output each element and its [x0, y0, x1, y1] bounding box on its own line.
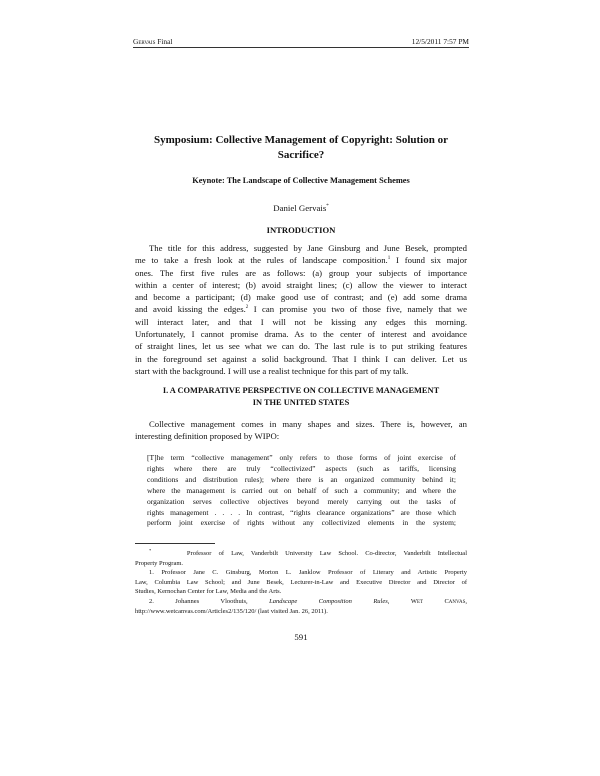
author-line	[120, 203, 482, 213]
footnote-star-cont: Property Program.	[135, 559, 184, 567]
header-left	[133, 37, 172, 46]
footnote-1-cont: Law, Columbia Law School; and June Besek, Lecturer-in-Law and Executive Director and Director of	[135, 578, 467, 586]
footnotes	[135, 549, 467, 616]
intro-line: will interact later, and that I will not be kissing any edges this morning.	[135, 316, 467, 327]
footnote-divider	[135, 543, 215, 544]
section-line: Collective management comes in many shapes and sizes. There is, however, an	[149, 419, 467, 429]
intro-line: me to take a fresh look at the rules of landscape composition.$^1$ I found six major	[135, 255, 468, 266]
author-name: Daniel Gervais	[273, 203, 327, 213]
footnote-1: 1. Professor Jane C. Ginsburg, Morton L. Janklow Professor of Literary and Artistic Property	[149, 569, 467, 577]
quote-line: organization serves collective objectives beyond merely carrying out the tasks of	[147, 496, 456, 506]
title-line-1: Symposium: Collective Management of Copyright: Solution or	[154, 134, 448, 146]
section-heading-line-1: I. A COMPARATIVE PERSPECTIVE ON COLLECTIVE MANAGEMENT	[162, 386, 440, 395]
quote-line: conditions and distribution rules); where there is an organized community behind it;	[147, 474, 456, 484]
article-title	[120, 133, 482, 162]
quote-line: rights where there are truly “collectivized” aspects (such as tariffs, licensing	[147, 463, 456, 473]
intro-line: ones. The first five rules are as follows: (a) group your subjects of importance	[135, 267, 467, 278]
intro-line: start with the background. I will use a realist technique for this part of my talk.	[135, 365, 409, 376]
intro-line: and become a participant; (d) make good use of contrast; and (e) add some drama	[135, 292, 467, 303]
article-subtitle: Keynote: The Landscape of Collective Management Schemes	[192, 176, 410, 185]
footnote-ref-1: 1	[387, 256, 391, 262]
quote-line: perform joint exercise of rights without any collectivized elements in the system;	[147, 518, 456, 528]
quote-line: [T]he term “collective management” only refers to those forms of joint exercise of	[147, 453, 456, 462]
intro-line: within a center of interest; (b) avoid straight lines; (c) allow the viewer to interact	[135, 279, 467, 290]
running-header	[133, 37, 469, 48]
intro-line: and avoid kissing the edges.$^2$ I can promise you two of those five, namely that we	[135, 304, 468, 315]
page-number: 591	[294, 632, 308, 642]
section-heading	[135, 385, 467, 409]
intro-line: The title for this address, suggested by Jane Ginsburg and June Besek, prompted	[149, 243, 467, 253]
footnote-2-source: Wet Canvas	[410, 597, 466, 605]
footnote-2-url: http://www.wetcanvas.com/Articles2/135/120/ (last visited Jan. 26, 2011).	[135, 607, 328, 615]
footnote-star: * Professor of Law, Vanderbilt University Law School. Co-director, Vanderbilt Intellectual	[149, 547, 467, 557]
footnote-star-marker: *	[149, 547, 152, 553]
intro-line: in the foreground set against a solid background. That I think I can deliver. Let us	[135, 353, 467, 364]
intro-heading: INTRODUCTION	[266, 225, 336, 235]
block-quote	[147, 453, 456, 529]
section-paragraph	[135, 418, 467, 443]
header-author: Gervais	[133, 37, 156, 46]
author-footnote-marker: *	[326, 204, 329, 210]
intro-line: of straight lines, let us see what we can do. The last rule is to put striking features	[135, 341, 467, 352]
intro-paragraph	[135, 242, 467, 377]
section-heading-line-2: IN THE UNITED STATES	[252, 398, 350, 407]
footnote-2: 2. Johannes Vloothuis, Landscape Composition Rules, Wet Canvas,	[149, 597, 468, 605]
footnote-2-title: Landscape Composition Rules	[269, 597, 388, 605]
footnote-ref-2: 2	[245, 305, 249, 311]
intro-line: Unfortunately, I cannot promise drama. As to the center of interest and avoidance	[135, 329, 467, 340]
quote-line: rights management . . . . In contrast, “rights clearance organizations” are those which	[147, 507, 456, 517]
section-line: interesting definition proposed by WIPO:	[135, 431, 280, 442]
footnote-1-cont: Studies, Kernochan Center for Law, Media and the Arts.	[135, 588, 282, 596]
header-status: Final	[157, 37, 173, 46]
header-timestamp: 12/5/2011 7:57 PM	[411, 37, 469, 46]
quote-line: where the management is carried out on behalf of such a community; and where the	[147, 485, 456, 495]
title-line-2: Sacrifice?	[277, 148, 325, 161]
